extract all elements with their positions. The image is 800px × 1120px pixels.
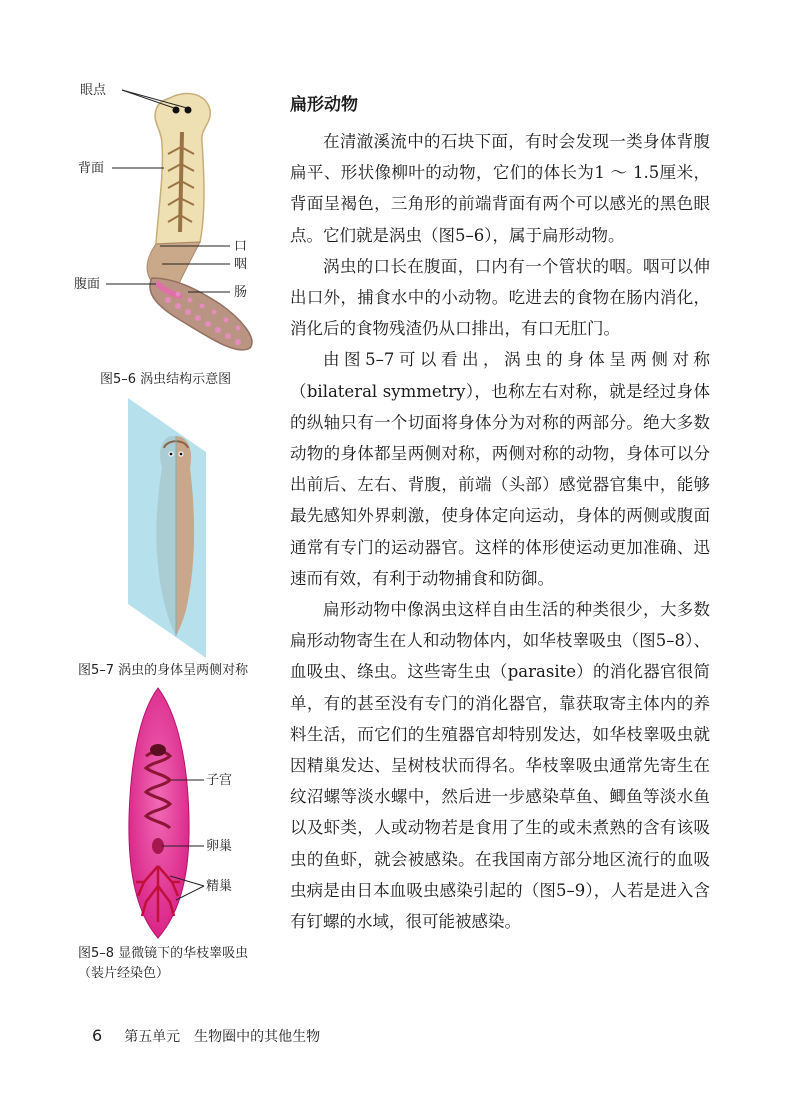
paragraph-4: 扁形动物中像涡虫这样自由生活的种类很少，大多数扁形动物寄生在人和动物体内，如华枝睾吸虫（图5–8）、血吸虫、绦虫。这些寄生虫（parasite）的消化器官很简单，有的甚至没有专门的消化器官，靠获取寄主体内的养料生活，而它们的生殖器官却特别发达，如华枝睾吸虫就因精巢发达、呈树枝状而得名。华枝睾吸虫通常先寄生在纹沼螺等淡水螺中，然后进一步感染草鱼、鲫鱼等淡水鱼以及虾类，人或动物若是食用了生的或未煮熟的含有该吸虫的鱼虾，就会被感染。在我国南方部分地区流行的血吸虫病是由日本血吸虫感染引起的（图5–9），人若是进入含有钉螺的水域，很可能被感染。 (290, 600, 710, 932)
caption-figure-5-6: 图5–6 涡虫结构示意图 (100, 372, 232, 387)
label-ventral: 腹面 (74, 277, 101, 292)
label-eye-spot: 眼点 (80, 83, 107, 98)
section-title: 扁形动物 (290, 95, 358, 115)
label-uterus: 子宫 (206, 773, 233, 788)
label-gut: 肠 (234, 285, 248, 300)
main-text (290, 92, 710, 937)
caption-figure-5-8 (78, 944, 248, 984)
caption-figure-5-8-line2: （装片经染色） (78, 966, 170, 981)
unit-title: 第五单元 生物圈中的其他生物 (124, 1029, 321, 1045)
paragraph-3: 由图5–7可以看出，涡虫的身体呈两侧对称（bilateral symmetry），也称左右对称，就是经过身体的纵轴只有一个切面将身体分为对称的两部分。绝大多数动物的身体都呈两侧对称，两侧对称的动物，身体可以分出前后、左右、背腹，前端（头部）感觉器官集中，能够最先感知外界刺激，使身体定向运动，身体的两侧或腹面通常有专门的运动器官。这样的体形使运动更加准确、迅速而有效，有利于动物捕食和防御。 (290, 350, 710, 588)
bilateral-symmetry-illustration (110, 396, 260, 658)
caption-figure-5-8-line1: 图5–8 显微镜下的华枝睾吸虫 (78, 946, 249, 961)
caption-figure-5-7: 图5–7 涡虫的身体呈两侧对称 (78, 663, 249, 678)
label-ovary: 卵巢 (206, 839, 233, 854)
figure-5-8 (118, 686, 278, 940)
label-dorsal: 背面 (78, 161, 105, 176)
planarian-structure-illustration (60, 72, 290, 362)
label-testis: 精巢 (206, 879, 233, 894)
label-mouth: 口 (234, 239, 248, 254)
page-footer (92, 1026, 320, 1046)
figure-5-6 (60, 72, 290, 362)
liver-fluke-micrograph (118, 686, 278, 940)
page-number: 6 (92, 1026, 103, 1045)
figure-5-7 (110, 396, 260, 658)
paragraph-1: 在清澈溪流中的石块下面，有时会发现一类身体背腹扁平、形状像柳叶的动物，它们的体长为1 ～ 1.5厘米，背面呈褐色，三角形的前端背面有两个可以感光的黑色眼点。它们就是涡虫（图5–6），属于扁形动物。 (290, 132, 710, 245)
label-pharynx: 咽 (234, 257, 248, 272)
paragraph-2: 涡虫的口长在腹面，口内有一个管状的咽。咽可以伸出口外，捕食水中的小动物。吃进去的食物在肠内消化，消化后的食物残渣仍从口排出，有口无肛门。 (290, 256, 710, 339)
